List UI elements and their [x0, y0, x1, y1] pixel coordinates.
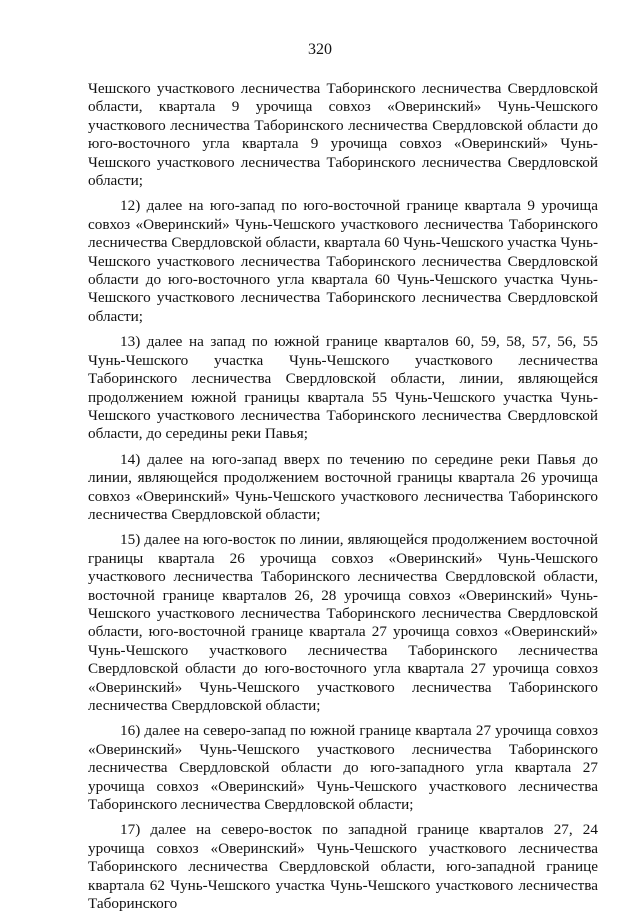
paragraph-item-15: 15) далее на юго-восток по линии, являющейся продолжением восточной границы квартала 26 урочища совхоз «Оверинский» Чунь-Чешского участкового лесничества Таборинского лесничества Свердловской области, восточной границе кварталов 26, 28 урочища совхоз «Оверинский» Чунь-Чешского участкового лесничества Таборинского лесничества Свердловской области, юго-восточной границе квартала 27 урочища совхоз «Оверинский» Чунь-Чешского участкового лесничества Таборинского лесничества Свердловской области до юго-восточного угла квартала 27 урочища совхоз «Оверинский» Чунь-Чешского участкового лесничества Таборинского лесничества Свердловской области; [88, 531, 598, 714]
paragraph-item-13: 13) далее на запад по южной границе кварталов 60, 59, 58, 57, 56, 55 Чунь-Чешского участка Чунь-Чешского участкового лесничества Таборинского лесничества Свердловской области, линии, являющейся продолжением южной границы квартала 55 Чунь-Чешского участка Чунь-Чешского участкового лесничества Таборинского лесничества Свердловской области, до середины реки Павья; [88, 333, 598, 443]
paragraph-item-14: 14) далее на юго-запад вверх по течению по середине реки Павья до линии, являющейся продолжением восточной границы квартала 26 урочища совхоз «Оверинский» Чунь-Чешского участкового лесничества Таборинского лесничества Свердловской области; [88, 450, 598, 523]
page-number: 320 [308, 41, 332, 58]
document-body [88, 80, 598, 920]
paragraph-item-12: 12) далее на юго-запад по юго-восточной границе квартала 9 урочища совхоз «Оверинский» Чунь-Чешского участкового лесничества Таборинского лесничества Свердловской области, квартала 60 Чунь-Чешского участка Чунь-Чешского участкового лесничества Таборинского лесничества Свердловской области до юго-восточного угла квартала 60 Чунь-Чешского участка Чунь-Чешского участкового лесничества Таборинского лесничества Свердловской области; [88, 197, 598, 325]
paragraph-item-17: 17) далее на северо-восток по западной границе кварталов 27, 24 урочища совхоз «Оверинский» Чунь-Чешского участкового лесничества Таборинского лесничества Свердловской области, юго-западной границе квартала 62 Чунь-Чешского участка Чунь-Чешского участкового лесничества Таборинского [88, 821, 598, 913]
paragraph-item-16: 16) далее на северо-запад по южной границе квартала 27 урочища совхоз «Оверинский» Чунь-Чешского участкового лесничества Таборинского лесничества Свердловской области до юго-западного угла квартала 27 урочища совхоз «Оверинский» Чунь-Чешского участкового лесничества Таборинского лесничества Свердловской области; [88, 722, 598, 814]
paragraph-continuation: Чешского участкового лесничества Таборинского лесничества Свердловской области, квартала 9 урочища совхоз «Оверинский» Чунь-Чешского участкового лесничества Таборинского лесничества Свердловской области до юго-восточного угла квартала 9 урочища совхоз «Оверинский» Чунь-Чешского участкового лесничества Таборинского лесничества Свердловской области; [88, 80, 598, 190]
